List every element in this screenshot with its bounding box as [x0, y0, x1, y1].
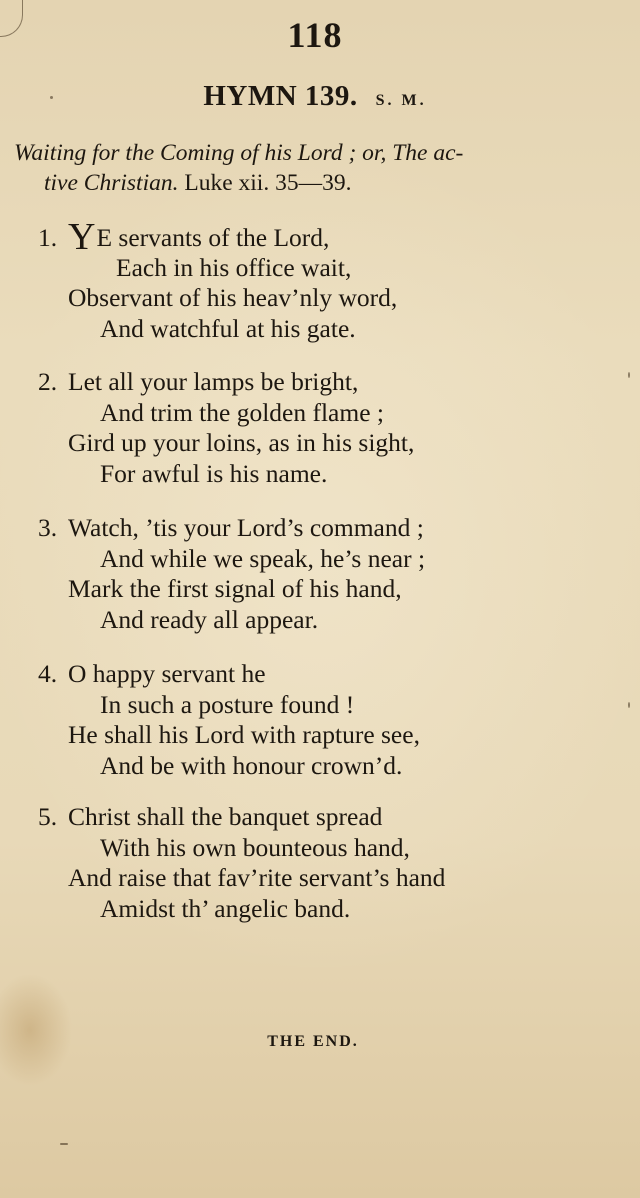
stanza-1 — [38, 216, 598, 344]
ink-speck — [628, 702, 630, 708]
stanza-line — [38, 544, 598, 575]
the-end-colophon: THE END. — [267, 1033, 359, 1050]
verse-text: With his own bounteous hand, — [100, 832, 410, 862]
ink-speck — [628, 372, 630, 378]
verse-text: Let all your lamps be bright, — [68, 367, 359, 396]
verse-text: Observant of his heav’nly word, — [68, 283, 398, 312]
stanza-5 — [38, 802, 598, 924]
hymn-meter: S. M. — [375, 92, 427, 109]
stanza-3 — [38, 513, 598, 635]
page-number: 118 — [287, 15, 343, 55]
verse-text: He shall his Lord with rapture see, — [68, 720, 420, 749]
verse-text: And be with honour crown’d. — [100, 750, 403, 780]
stanza-line — [38, 863, 598, 894]
hymn-heading — [0, 80, 630, 113]
verse-text: Mark the first signal of his hand, — [68, 574, 402, 603]
stanza-line — [38, 367, 598, 398]
stanza-line — [38, 605, 598, 636]
stanza-number: 5. — [38, 802, 58, 831]
verse-text: Amidst th’ angelic band. — [100, 893, 351, 923]
stanza-number: 2. — [38, 367, 58, 396]
verse-text: And ready all appear. — [100, 604, 319, 634]
stanza-line — [38, 283, 598, 314]
scripture-reference: Luke xii. 35—39. — [184, 170, 352, 196]
hymn-subtitle-line-1 — [14, 140, 463, 167]
stanza-line — [38, 314, 598, 345]
hymn-subtitle-line-2 — [44, 170, 351, 197]
verse-text: Christ shall the banquet spread — [68, 802, 383, 831]
stanza-line — [38, 513, 598, 544]
stanza-line — [38, 751, 598, 782]
subtitle-italic-text: tive Christian. — [44, 170, 179, 196]
stanza-line — [38, 398, 598, 429]
stanza-line — [38, 833, 598, 864]
verse-text: For awful is his name. — [100, 458, 328, 488]
stanza-line — [38, 459, 598, 490]
verse-text: And while we speak, he’s near ; — [100, 543, 426, 573]
stanza-4 — [38, 659, 598, 781]
verse-text: E servants of the Lord, — [96, 223, 330, 252]
stanza-line — [38, 574, 598, 605]
verse-text: And trim the golden flame ; — [100, 397, 384, 427]
drop-capital: Y — [68, 216, 96, 258]
stanza-line — [38, 659, 598, 690]
stanza-line — [38, 720, 598, 751]
verse-text: And raise that fav’rite servant’s hand — [68, 863, 446, 892]
subtitle-italic-text: Waiting for the Coming of his Lord ; or, The ac- — [14, 140, 464, 166]
verse-text: O happy servant he — [68, 659, 266, 688]
stanza-number: 3. — [38, 513, 58, 542]
stanza-line — [38, 253, 598, 284]
hymn-title: HYMN 139. — [203, 80, 358, 112]
verse-text: In such a posture found ! — [100, 689, 355, 719]
verse-text: Gird up your loins, as in his sight, — [68, 428, 415, 457]
verse-text: Each in his office wait, — [116, 252, 352, 282]
stanza-line — [38, 894, 598, 925]
stanza-line — [38, 690, 598, 721]
verse-text: And watchful at his gate. — [100, 313, 356, 343]
ink-speck — [60, 1143, 68, 1145]
stanza-line — [38, 216, 598, 258]
verse-text: Watch, ’tis your Lord’s command ; — [68, 513, 424, 542]
stanza-2 — [38, 367, 598, 489]
stanza-line — [38, 802, 598, 833]
stanza-number: 1. — [38, 223, 58, 252]
stanza-number: 4. — [38, 659, 58, 688]
stanza-line — [38, 428, 598, 459]
